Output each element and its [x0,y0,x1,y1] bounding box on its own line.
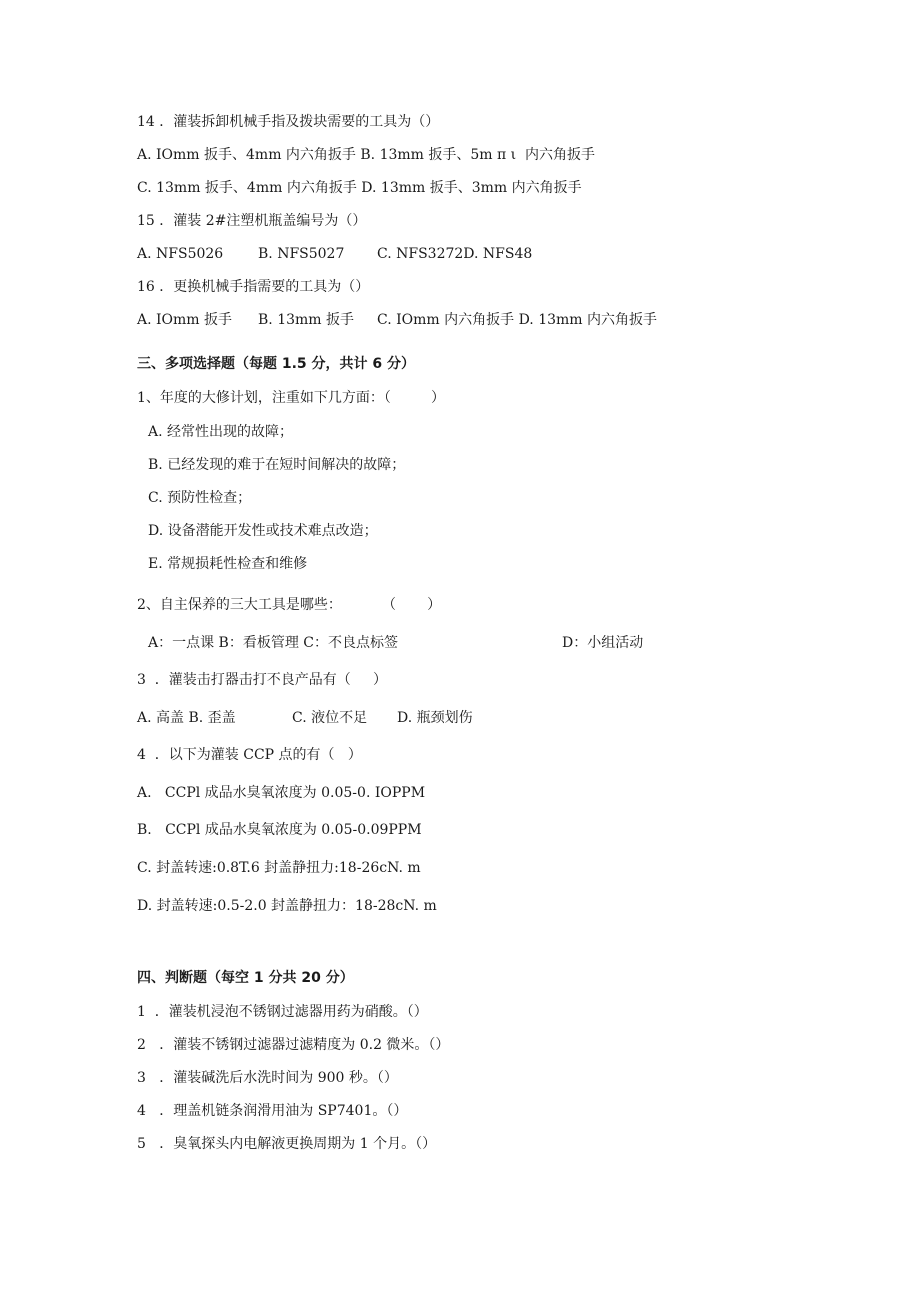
q16-option-b: B. 13mm 扳手 [258,312,355,328]
m2-options-abc: A：一点课 B：看板管理 C：不良点标签 [148,635,399,651]
m4-stem: 4 ．以下为灌装 CCP 点的有（ ） [137,747,362,763]
m1-option-b: B. 已经发现的难于在短时间解决的故障； [148,457,406,473]
q16-stem: 16 ．更换机械手指需要的工具为（） [137,279,370,295]
q16-option-a: A. IOmm 扳手 [137,312,233,328]
m2-stem: 2、自主保养的三大工具是哪些： （ ） [137,597,442,613]
m1-option-d: D. 设备潜能开发性或技术难点改造； [148,523,378,539]
q15-option-a: A. NFS5026 [137,246,224,262]
judgement-item-1: 1 ．灌装机浸泡不锈钢过滤器用药为硝酸。（） [137,1004,428,1020]
m1-option-c: C. 预防性检查； [148,490,252,506]
m3-option-c: C. 液位不足 [292,710,368,726]
judgement-item-5: 5 ．臭氧探头内电解液更换周期为 1 个月。（） [137,1136,437,1152]
m4-option-c: C. 封盖转速:0.8T.6 封盖静扭力:18-26cN. m [137,860,421,876]
q14-stem: 14 ．灌装拆卸机械手指及拨块需要的工具为（） [137,114,440,130]
m4-option-a: A. CCPl 成品水臭氧浓度为 0.05-0. IOPPM [137,785,426,801]
q16-options-cd: C. IOmm 内六角扳手 D. 13mm 内六角扳手 [377,312,658,328]
q14-options-ab: A. IOmm 扳手、4mm 内六角扳手 B. 13mm 扳手、5m π ι 内六角扳手 [137,147,596,163]
judgement-item-4: 4 ．理盖机链条润滑用油为 SP7401。（） [137,1103,408,1119]
m2-option-d: D：小组活动 [562,635,644,651]
section4-heading: 四、判断题（每空 1 分共 20 分） [137,970,354,986]
m3-stem: 3 ．灌装击打器击打不良产品有（ ） [137,672,388,688]
m4-option-d: D. 封盖转速:0.5-2.0 封盖静扭力：18-28cN. m [137,898,437,914]
judgement-item-3: 3 ．灌装碱洗后水洗时间为 900 秒。（） [137,1070,398,1086]
section3-heading: 三、多项选择题（每题 1.5 分，共计 6 分） [137,356,416,372]
m1-option-e: E. 常规损耗性检查和维修 [148,556,308,572]
m3-options-ab: A. 高盖 B. 歪盖 [137,710,236,726]
judgement-item-2: 2 ．灌装不锈钢过滤器过滤精度为 0.2 微米。（） [137,1037,450,1053]
q14-options-cd: C. 13mm 扳手、4mm 内六角扳手 D. 13mm 扳手、3mm 内六角扳手 [137,180,582,196]
m1-option-a: A. 经常性出现的故障； [148,424,294,440]
q15-option-b: B. NFS5027 [258,246,345,262]
m3-option-d: D. 瓶颈划伤 [397,710,473,726]
q15-stem: 15 ．灌装 2#注塑机瓶盖编号为（） [137,213,367,229]
m1-stem: 1、年度的大修计划，注重如下几方面：（ ） [137,390,445,406]
q15-options-cd: C. NFS3272D. NFS48 [377,246,533,262]
m4-option-b: B. CCPl 成品水臭氧浓度为 0.05-0.09PPM [137,822,422,838]
